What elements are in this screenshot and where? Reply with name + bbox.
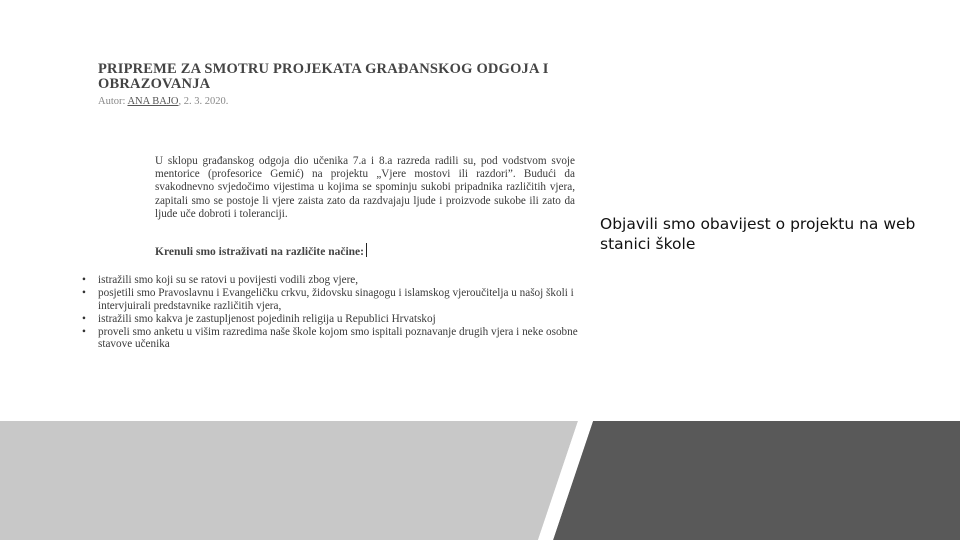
footer-band-light <box>0 421 578 540</box>
text-cursor <box>366 243 367 257</box>
document-lead-text: Krenuli smo istraživati na različite načine: <box>155 246 364 258</box>
author-name: ANA BAJO <box>127 96 179 107</box>
document-bullet-list <box>82 274 582 352</box>
author-date: , 2. 3. 2020. <box>178 96 229 107</box>
document-screenshot <box>70 60 590 370</box>
footer-band-dark <box>553 421 960 540</box>
slide-caption: Objavili smo obavijest o projektu na web stanici škole <box>600 215 916 253</box>
author-prefix: Autor: <box>98 96 126 107</box>
list-item: • istražili smo koji su se ratovi u povijesti vodili zbog vjere, <box>82 274 582 286</box>
document-lead <box>155 243 367 258</box>
document-paragraph: U sklopu građanskog odgoja dio učenika 7.a i 8.a razreda radili su, pod vodstvom svoje mentorice (profesorice Gemić) na projektu „Vjere mostovi ili razdori”. Budući da svakodnevno svjedočimo vijestima u kojima se spominju sukobi pripadnika različitih vjera, zapitali smo se postoje li vjere zaista zato da razdvajaju ljude i proizvode sukobe ili zato da ljude uče dobroti i toleranciji. <box>155 155 575 220</box>
list-item: • istražili smo kakva je zastupljenost pojedinih religija u Republici Hrvatskoj <box>82 313 582 325</box>
document-author-line <box>98 96 228 107</box>
document-title: PRIPREME ZA SMOTRU PROJEKATA GRAĐANSKOG ODGOJA I OBRAZOVANJA <box>98 61 549 92</box>
list-item: • posjetili smo Pravoslavnu i Evangeličku crkvu, židovsku sinagogu i islamskog vjeroučitelja u našoj školi i intervjuirali predstavnike različitih vjera, <box>82 287 582 312</box>
list-item: • proveli smo anketu u višim razredima naše škole kojom smo ispitali poznavanje drugih vjera i neke osobne stavove učenika <box>82 326 582 351</box>
